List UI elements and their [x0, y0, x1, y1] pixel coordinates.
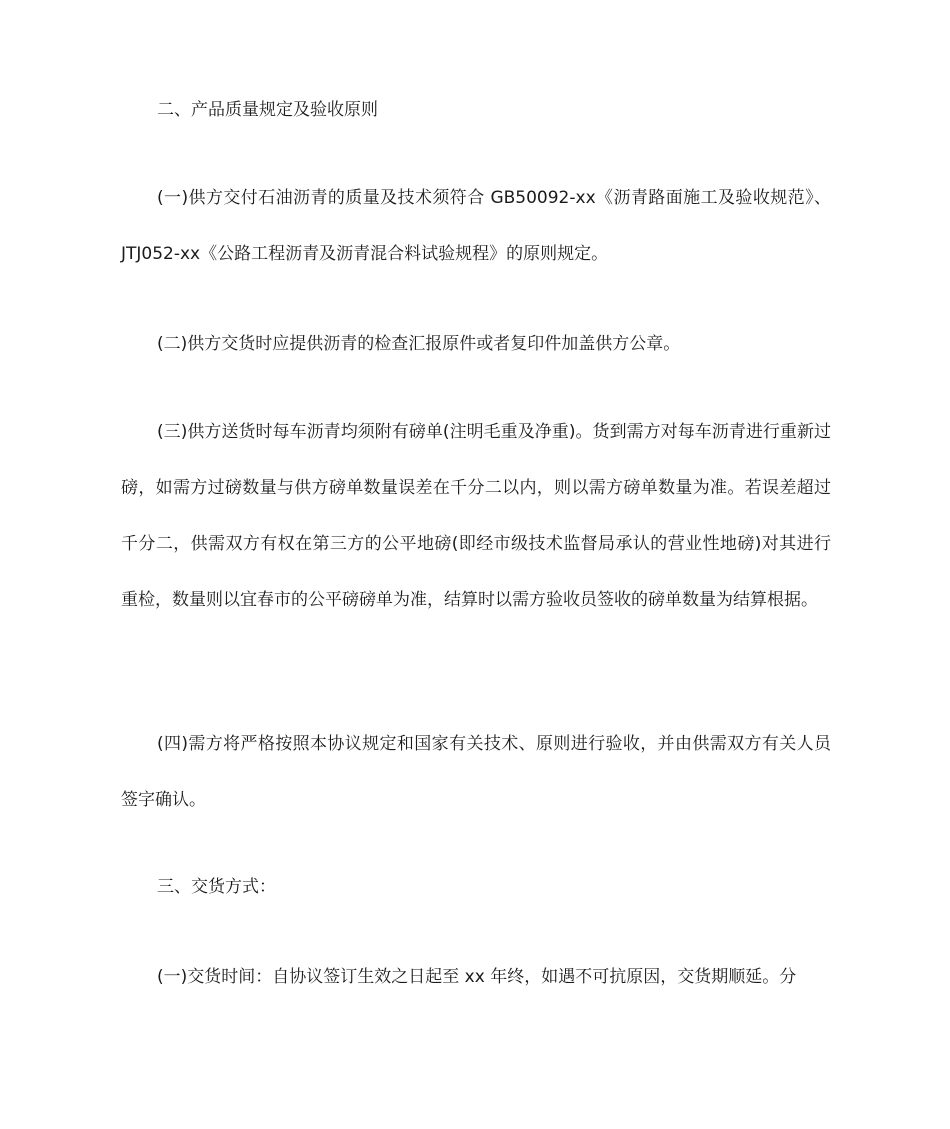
- paragraph-weighing: (三)供方送货时每车沥青均须附有磅单(注明毛重及净重)。货到需方对每车沥青进行重新过磅，如需方过磅数量与供方磅单数量误差在千分二以内，则以需方磅单数量为准。若误差超过千分二，供需双方有权在第三方的公平地磅(即经市级技术监督局承认的营业性地磅)对其进行重检，数量则以宜春市的公平磅磅单为准，结算时以需方验收员签收的磅单数量为结算根据。: [121, 422, 831, 610]
- section-heading-delivery: 三、交货方式：: [157, 877, 276, 897]
- paragraph-inspection-report: (二)供方交货时应提供沥青的检查汇报原件或者复印件加盖供方公章。: [157, 334, 681, 354]
- paragraph-quality-standard: (一)供方交付石油沥青的质量及技术须符合 GB50092-xx《沥青路面施工及验收规范》、JTJ052-xx《公路工程沥青及沥青混合料试验规程》的原则规定。: [121, 188, 831, 264]
- section-heading-quality: 二、产品质量规定及验收原则: [157, 100, 378, 120]
- paragraph-acceptance: (四)需方将严格按照本协议规定和国家有关技术、原则进行验收，并由供需双方有关人员签字确认。: [121, 734, 831, 810]
- paragraph-delivery-time: (一)交货时间：自协议签订生效之日起至 xx 年终，如遇不可抗原因，交货期顺延。分: [157, 967, 797, 987]
